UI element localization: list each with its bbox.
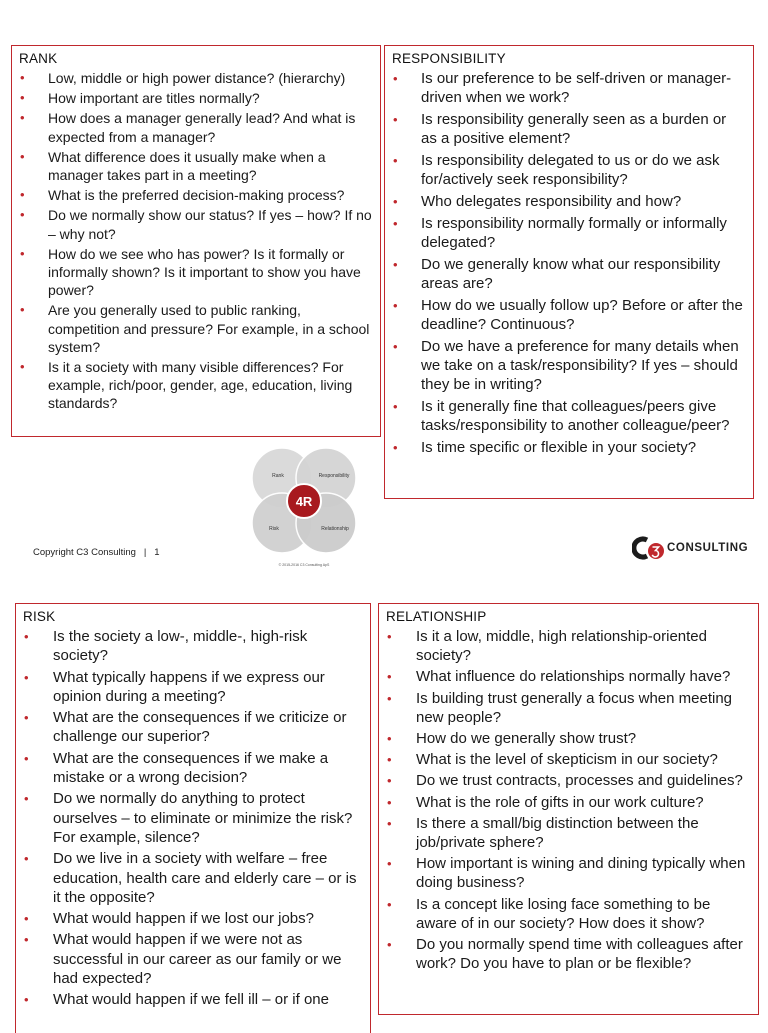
- bullet-icon: •: [20, 245, 25, 261]
- bullet-icon: •: [24, 629, 29, 644]
- question-text: Do we normally show our status? If yes – how? If no – why not?: [48, 207, 372, 242]
- relationship-box: [378, 603, 759, 1015]
- question-text: Is responsibility generally seen as a burden or as a positive element?: [421, 111, 727, 147]
- question-item: [379, 935, 758, 973]
- question-item: [12, 69, 380, 87]
- diagram-caption: © 2015-2016 C3 Consulting ApS: [278, 563, 330, 567]
- question-text: What is the role of gifts in our work culture?: [416, 793, 704, 811]
- bullet-icon: •: [24, 911, 29, 927]
- question-item: [385, 438, 753, 457]
- question-text: What typically happens if we express our opinion during a meeting?: [53, 668, 325, 705]
- question-text: Who delegates responsibility and how?: [421, 193, 682, 210]
- bullet-icon: •: [20, 187, 25, 203]
- bullet-icon: •: [20, 302, 25, 318]
- question-item: [379, 689, 758, 727]
- question-text: Is a concept like losing face something to be aware of in our society? How does it show?: [416, 895, 711, 932]
- question-item: [385, 214, 753, 252]
- bullet-icon: •: [393, 399, 398, 414]
- bullet-icon: •: [24, 750, 29, 766]
- question-text: Low, middle or high power distance? (hierarchy): [48, 70, 346, 86]
- question-item: [379, 750, 758, 769]
- question-item: [12, 245, 380, 300]
- question-text: Do we generally know what our responsibility areas are?: [421, 256, 721, 292]
- question-text: Is there a small/big distinction between the job/private sphere?: [416, 814, 699, 852]
- bullet-icon: •: [20, 90, 25, 106]
- bullet-icon: •: [387, 773, 392, 789]
- bullet-icon: •: [24, 992, 29, 1008]
- question-item: [385, 337, 753, 394]
- four-r-diagram: [247, 445, 363, 569]
- question-item: [16, 990, 370, 1009]
- question-text: What is the level of skepticism in our society?: [416, 751, 718, 769]
- bullet-icon: •: [24, 851, 29, 867]
- bullet-icon: •: [387, 937, 392, 953]
- diagram-label-relationship: Relationship: [321, 526, 349, 532]
- bullet-icon: •: [387, 815, 392, 831]
- question-item: [385, 69, 753, 107]
- bullet-icon: •: [393, 153, 398, 168]
- bullet-icon: •: [387, 731, 392, 747]
- responsibility-list: [385, 69, 753, 457]
- relationship-title: RELATIONSHIP: [386, 609, 487, 624]
- c3-logo-icon: [632, 536, 666, 562]
- bullet-icon: •: [393, 71, 398, 86]
- question-text: How important are titles normally?: [48, 90, 260, 107]
- question-item: [16, 789, 370, 847]
- diagram-label-responsibility: Responsibility: [318, 473, 350, 479]
- risk-title: RISK: [23, 609, 56, 624]
- question-item: [16, 668, 370, 707]
- bullet-icon: •: [24, 791, 29, 807]
- c3-consulting-logo: [632, 536, 752, 562]
- question-text: Is responsibility normally formally or informally delegated?: [421, 215, 727, 251]
- question-item: [12, 301, 380, 356]
- question-item: [12, 206, 380, 242]
- question-text: Is our preference to be self-driven or manager-driven when we work?: [421, 70, 732, 106]
- question-text: Is responsibility delegated to us or do we ask for/actively seek responsibility?: [421, 152, 720, 188]
- question-item: [12, 109, 380, 145]
- bullet-icon: •: [387, 669, 392, 685]
- rank-box: [11, 45, 381, 437]
- risk-box: [15, 603, 371, 1033]
- bullet-icon: •: [387, 629, 392, 644]
- rank-list: [12, 69, 380, 413]
- bullet-icon: •: [393, 112, 398, 127]
- bullet-icon: •: [20, 110, 25, 126]
- question-text: Do we normally do anything to protect ourselves – to eliminate or minimize the risk? For example, silence?: [53, 790, 353, 846]
- question-text: What are the consequences if we make a mistake or a wrong decision?: [53, 749, 329, 787]
- question-item: [16, 909, 370, 928]
- bullet-icon: •: [20, 148, 25, 164]
- copyright-text: Copyright C3 Consulting | 1: [33, 547, 160, 558]
- question-item: [16, 627, 370, 666]
- question-text: What influence do relationships normally have?: [416, 668, 731, 686]
- question-item: [12, 186, 380, 204]
- question-item: [379, 667, 758, 686]
- question-text: Are you generally used to public ranking, competition and pressure? For example, in a school system?: [48, 302, 370, 355]
- question-item: [379, 627, 758, 665]
- question-item: [379, 895, 758, 933]
- logo-text: CONSULTING: [667, 542, 749, 554]
- question-text: Is it a society with many visible differences? For example, rich/poor, gender, age, education, living standards?: [48, 359, 353, 412]
- question-text: Is it generally fine that colleagues/peers give tasks/responsibility to another colleague/peer?: [421, 398, 730, 434]
- question-item: [385, 192, 753, 211]
- question-item: [385, 255, 753, 293]
- rank-title: RANK: [19, 51, 58, 66]
- bullet-icon: •: [387, 896, 392, 912]
- center-label: 4R: [295, 494, 313, 509]
- bullet-icon: •: [20, 70, 25, 85]
- question-text: What are the consequences if we criticize or challenge our superior?: [53, 709, 347, 746]
- bullet-icon: •: [393, 339, 398, 354]
- question-item: [12, 89, 380, 107]
- bullet-icon: •: [393, 298, 398, 313]
- question-text: What would happen if we lost our jobs?: [53, 910, 314, 928]
- question-item: [379, 793, 758, 812]
- question-text: Is time specific or flexible in your society?: [421, 439, 697, 456]
- question-item: [379, 771, 758, 790]
- question-item: [379, 729, 758, 748]
- question-item: [12, 358, 380, 413]
- question-item: [379, 814, 758, 852]
- question-text: How does a manager generally lead? And what is expected from a manager?: [48, 110, 356, 145]
- question-item: [16, 749, 370, 788]
- bullet-icon: •: [393, 440, 398, 455]
- question-item: [385, 151, 753, 189]
- bullet-icon: •: [387, 752, 392, 768]
- question-text: Do we trust contracts, processes and guidelines?: [416, 772, 743, 790]
- bullet-icon: •: [20, 359, 25, 375]
- responsibility-box: [384, 45, 754, 499]
- responsibility-title: RESPONSIBILITY: [392, 51, 506, 66]
- question-text: How do we generally show trust?: [416, 730, 637, 748]
- risk-list: [16, 627, 370, 1010]
- bullet-icon: •: [387, 856, 392, 872]
- question-text: Is the society a low-, middle-, high-risk society?: [53, 628, 308, 665]
- question-text: Is it a low, middle, high relationship-oriented society?: [416, 628, 707, 665]
- question-item: [385, 110, 753, 148]
- question-item: [16, 708, 370, 747]
- bullet-icon: •: [393, 194, 398, 209]
- question-text: Is building trust generally a focus when meeting new people?: [416, 689, 733, 726]
- question-item: [16, 849, 370, 907]
- question-item: [16, 930, 370, 988]
- question-text: What difference does it usually make when a manager takes part in a meeting?: [48, 148, 326, 184]
- relationship-list: [379, 627, 758, 973]
- question-text: What is the preferred decision-making process?: [48, 187, 345, 204]
- bullet-icon: •: [24, 669, 29, 685]
- diagram-label-rank: Rank: [272, 473, 284, 479]
- question-text: How do we see who has power? Is it formally or informally shown? Is it important to show you have power?: [48, 245, 361, 299]
- bullet-icon: •: [393, 257, 398, 272]
- question-text: How do we usually follow up? Before or after the deadline? Continuous?: [421, 297, 743, 333]
- bullet-icon: •: [387, 690, 392, 706]
- diagram-label-risk: Risk: [269, 526, 279, 532]
- question-text: Do you normally spend time with colleagues after work? Do you have to plan or be flexible?: [416, 936, 743, 973]
- question-text: How important is wining and dining typically when doing business?: [416, 855, 746, 892]
- question-text: Do we have a preference for many details when we take on a task/responsibility? If yes – should they be in writing?: [421, 338, 739, 393]
- question-item: [379, 854, 758, 892]
- bullet-icon: •: [20, 207, 25, 223]
- bullet-icon: •: [387, 794, 392, 810]
- bullet-icon: •: [24, 932, 29, 948]
- question-text: Do we live in a society with welfare – free education, health care and elderly care – or is it the opposite?: [53, 850, 357, 906]
- question-text: What would happen if we were not as successful in our career as our family or we had expected?: [53, 931, 342, 988]
- question-item: [385, 296, 753, 334]
- bullet-icon: •: [393, 216, 398, 231]
- question-text: What would happen if we fell ill – or if one: [53, 991, 329, 1009]
- bullet-icon: •: [24, 710, 29, 726]
- question-item: [385, 397, 753, 435]
- question-item: [12, 148, 380, 184]
